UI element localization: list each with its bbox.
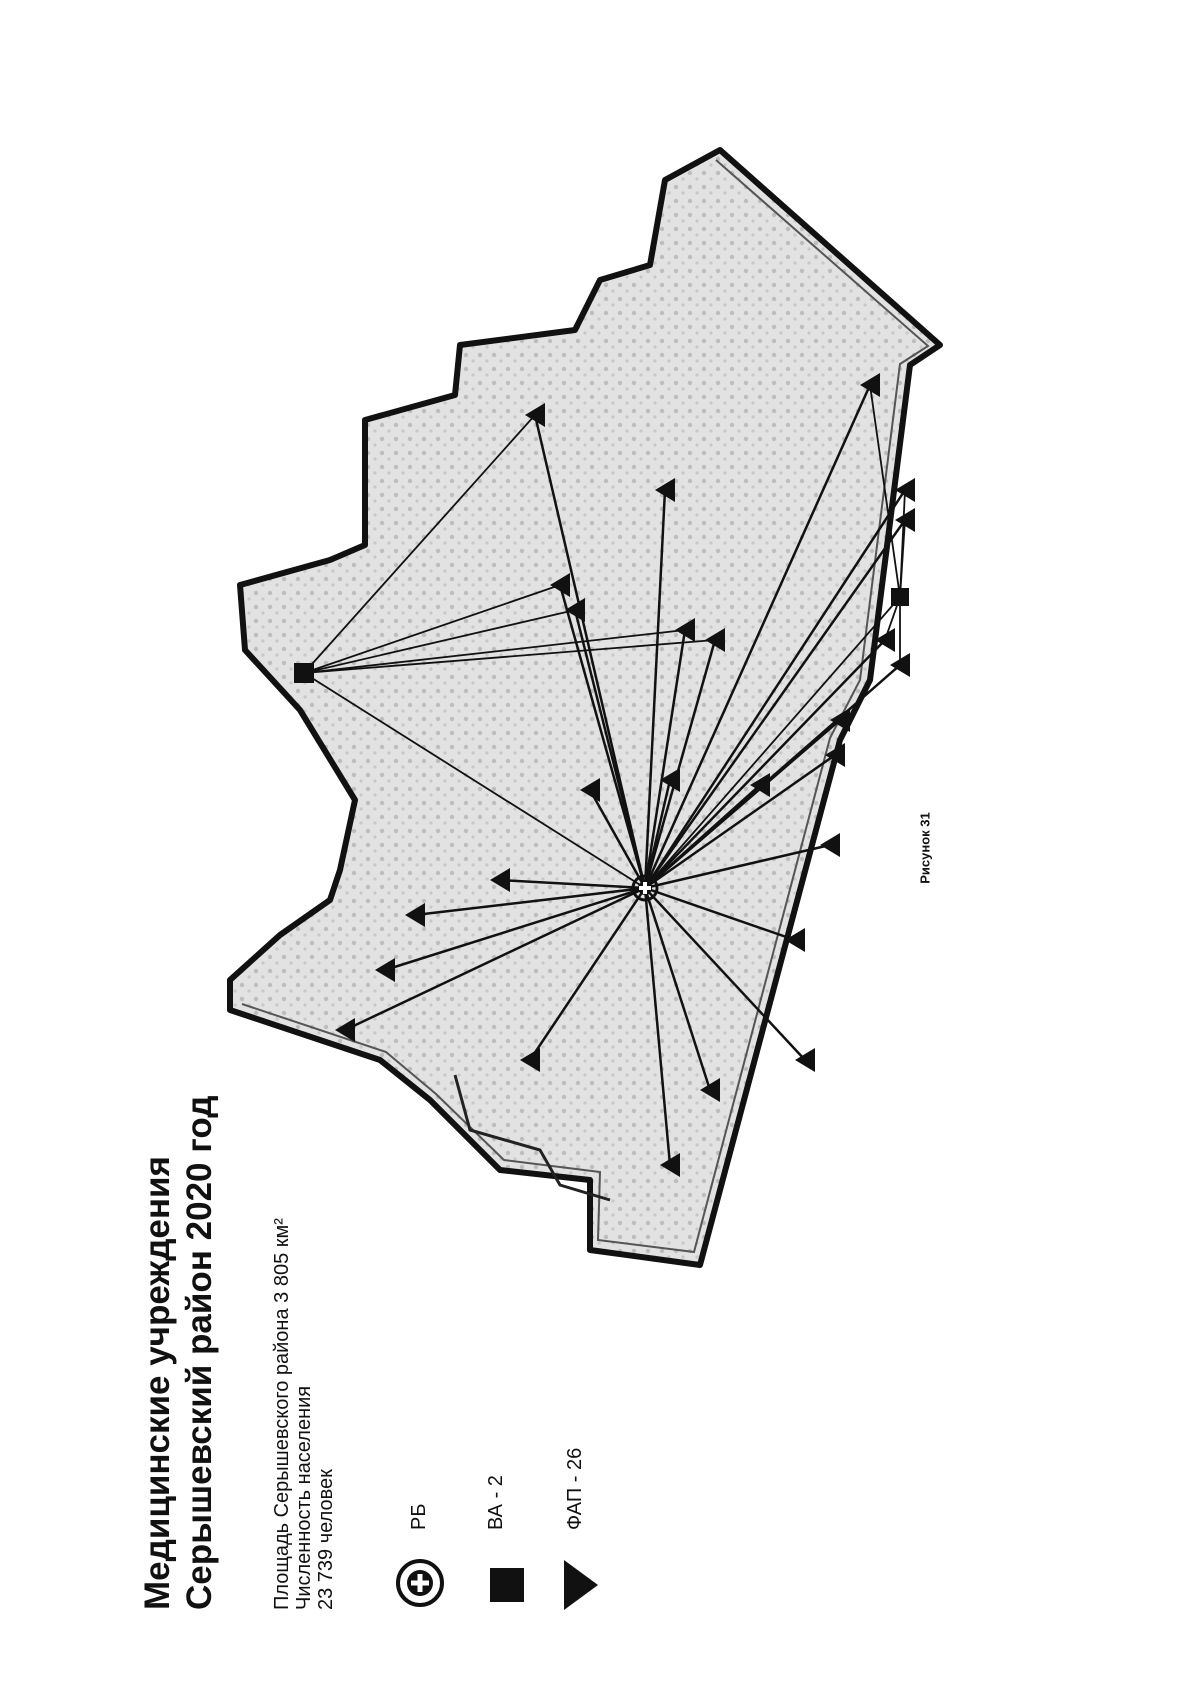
figure-caption: Рисунок 31 [917, 812, 933, 884]
legend-label-va: ВА - 2 [485, 1475, 507, 1530]
ambulatory-square-lermontovo [294, 663, 314, 683]
page-title-line-1: Медицинские учреждения [138, 1156, 177, 1610]
district-boundary [230, 150, 940, 1265]
population-value: 23 739 человек [315, 1469, 337, 1610]
area-text: Площадь Серышевского района 3 805 км² [271, 1218, 293, 1610]
population-label: Численность населения [293, 1385, 315, 1610]
ambulatory-square-belogorye [891, 588, 909, 606]
page-title-line-2: Серышевский район 2020 год [180, 1095, 219, 1610]
legend-label-rb: РБ [408, 1503, 430, 1530]
fap-triangle [820, 833, 840, 857]
legend-label-fap: ФАП - 26 [564, 1447, 586, 1530]
